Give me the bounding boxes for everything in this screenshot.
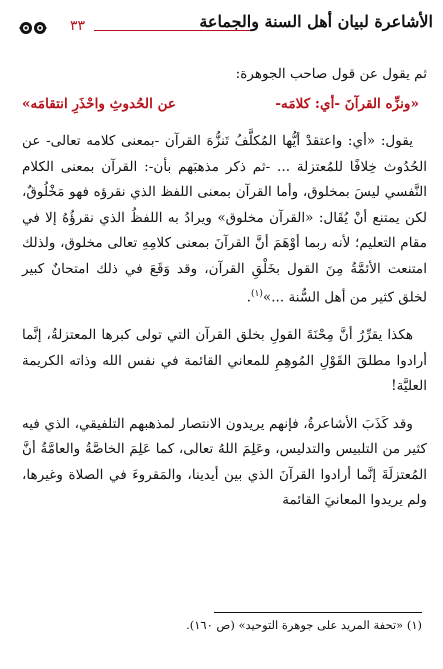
intro-line: ثم يقول عن قول صاحب الجوهرة:: [235, 66, 427, 82]
paragraph-2: هكذا يقرِّرُ أنَّ مِحْنَةَ القولِ بخلق القرآن التي تولى كبرها المعتزلةُ، إنَّما أرادوا مطلقَ القَوْلِ المُوهِمِ للمعاني القائمة في نفس الله وذاته الكريمة العليَّة!: [22, 327, 427, 395]
page-number: ٣٣: [70, 18, 86, 34]
paragraph-1-text: يقول: «أي: واعتقدْ أيُّها المُكلَّفُ تَنزُّهَ القرآن -بمعنى كلامه تعالى- عن الحُدُوث خِلافًا للمُعتزلة ... -ثم ذكر مذهبَهم بأن-: القرآن بمعنى الكلام النَّفسي ليسَ بمخلوق، وأما القرآن بمعنى اللفظ الذي نقرؤه فهو مَخْلُوقٌ، لكن يمتنع أنْ يُقَال: «القرآن مخلوق» ويرادُ به اللفظُ الذي نقرؤُهُ إلا في مقام التعليم؛ لأنه ربما أوْهَمَ أنَّ القرآنَ بمعنى كلامِهِ تعالى مخلوق، ولذلك امتنعت الأئمَّةُ مِنَ القول بخَلْقِ القرآن، وقد وَقَعَ في ذلك امتحانٌ كبير لخلق كثير من أهل السُّنة ...»: [22, 133, 427, 306]
footnote: (١) «تحفة المريد على جوهرة التوحيد» (ص ١٦٠).: [186, 618, 422, 632]
verse-right: «ونزِّه القرآنَ -أي: كلامَه-: [275, 95, 419, 112]
running-title: الأشاعرة لبيان أهل السنة والجماعة: [199, 12, 433, 31]
verse-line: [22, 92, 419, 118]
paragraph-3: وقد كَذَبَ الأشاعرةُ، فإنهم يريدون الانتصار لمذهبهم التلفيقي، الذي فيه كثير من التلبيس والتدليس، وعَلِمَ اللهُ تعالى، كما عَلِمَ الخاصَّةُ والعامَّةُ أنَّ المُعتزلَةَ إنَّما أرادوا القرآنَ الذي بين أيدينا، والمَقروءَ في الصلاة وغيرها، ولم يريدوا المعانيَ القائمة: [22, 415, 427, 509]
paragraph-1: يقول: «أي: واعتقدْ أيُّها المُكلَّفُ تَنزُّهَ القرآن -بمعنى كلامه تعالى- عن الحُدُوث خِلافًا للمُعتزلة ... -ثم ذكر مذهبَهم بأن-: القرآن بمعنى الكلام النَّفسي ليسَ بمخلوق، وأما القرآن بمعنى اللفظ الذي نقرؤه فهو مَخْلُوقٌ، لكن يمتنع أنْ يُقَال: «القرآن مخلوق» ويرادُ به اللفظُ الذي نقرؤُهُ إلا في مقام التعليم؛ لأنه ربما أوْهَمَ أنَّ القرآنَ بمعنى كلامِهِ تعالى مخلوق، ولذلك امتنعت الأئمَّةُ مِنَ القول بخَلْقِ القرآن، وقد وَقَعَ في ذلك امتحانٌ كبير لخلق كثير من أهل السُّنة ...»$^{(١)}$.: [22, 133, 427, 306]
page-header: [10, 8, 433, 48]
footnote-rule: [214, 612, 422, 613]
verse-left: عن الحُدوثِ واحْذَرِ انتقامَه»: [22, 95, 177, 112]
footnote-marker[interactable]: (١): [251, 289, 263, 299]
main-text: [22, 62, 427, 514]
